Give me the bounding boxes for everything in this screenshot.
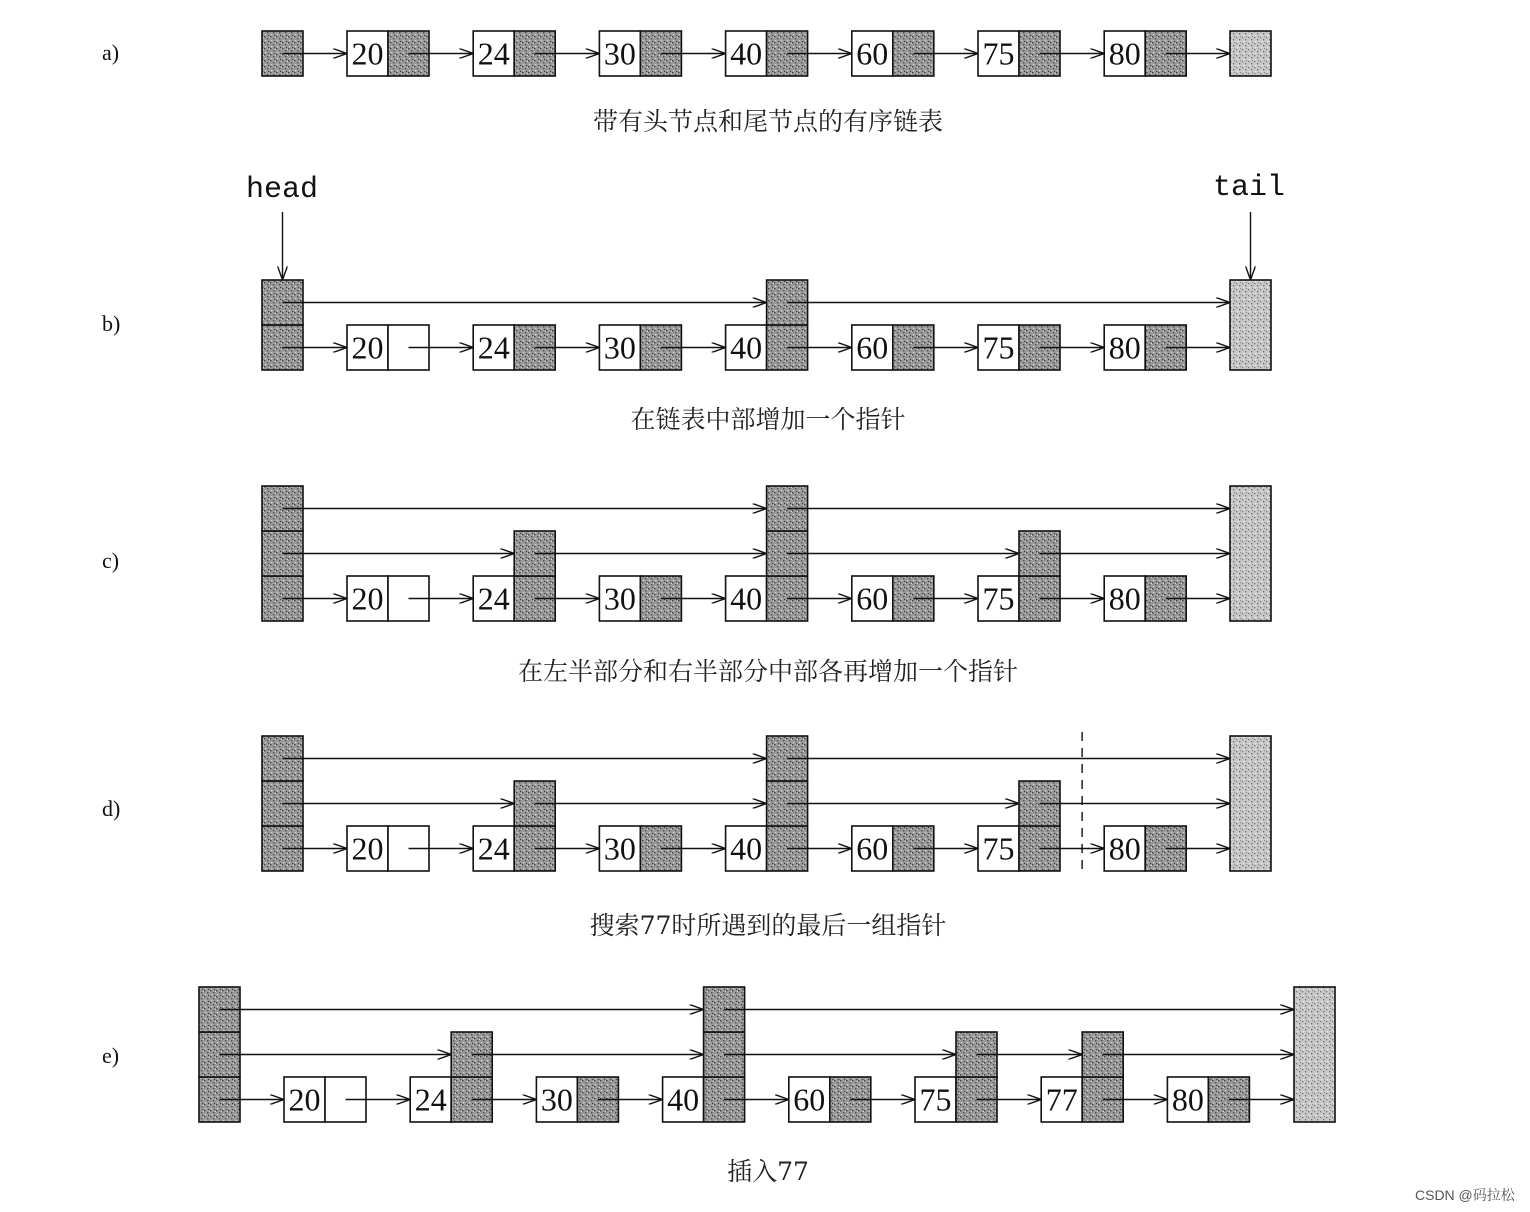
node-value: 60	[856, 35, 889, 72]
node-value: 40	[730, 580, 763, 617]
panel-c	[102, 486, 1271, 686]
panel-label: a)	[102, 40, 120, 65]
panel-b	[102, 171, 1285, 434]
node-value: 30	[603, 329, 636, 366]
node-value: 75	[982, 329, 1015, 366]
tail-node	[1294, 987, 1335, 1122]
panel-a	[102, 31, 1271, 136]
panel-label: e)	[102, 1043, 120, 1068]
panel-caption: 插入77	[727, 1157, 809, 1186]
panel-caption: 在左半部分和右半部分中部各再增加一个指针	[517, 657, 1019, 686]
node-value: 80	[1108, 35, 1141, 72]
node-value: 20	[351, 580, 384, 617]
tail-node	[1230, 736, 1271, 871]
node-value: 75	[982, 830, 1015, 867]
panel-caption: 搜索77时所遇到的最后一组指针	[589, 911, 947, 940]
node-value: 40	[667, 1081, 700, 1118]
panel-label: d)	[102, 796, 121, 821]
node-value: 80	[1108, 329, 1141, 366]
node-value: 40	[730, 830, 763, 867]
node-value: 20	[288, 1081, 321, 1118]
node-value: 30	[603, 35, 636, 72]
node-value: 80	[1108, 830, 1141, 867]
node-value: 75	[982, 35, 1015, 72]
node-value: 60	[856, 580, 889, 617]
tail-node	[1230, 280, 1271, 370]
node-value: 60	[856, 830, 889, 867]
tail-node	[1230, 486, 1271, 621]
node-value: 75	[982, 580, 1015, 617]
node-value: 60	[856, 329, 889, 366]
node-value: 20	[351, 329, 384, 366]
node-value: 40	[730, 35, 763, 72]
tail-pointer-label: tail	[1212, 171, 1286, 205]
node-value: 80	[1171, 1081, 1204, 1118]
node-value: 24	[477, 830, 510, 867]
node-value: 20	[351, 830, 384, 867]
node-value: 24	[414, 1081, 447, 1118]
node-value: 24	[477, 35, 510, 72]
watermark: CSDN @码拉松	[1415, 1187, 1515, 1203]
panel-e	[102, 987, 1335, 1186]
node-value: 77	[1045, 1081, 1078, 1118]
panel-label: b)	[102, 311, 121, 336]
head-pointer-label: head	[245, 173, 319, 207]
node-value: 30	[540, 1081, 573, 1118]
node-value: 30	[603, 580, 636, 617]
tail-node	[1230, 31, 1271, 76]
node-value: 75	[919, 1081, 952, 1118]
node-value: 30	[603, 830, 636, 867]
node-value: 80	[1108, 580, 1141, 617]
node-value: 40	[730, 329, 763, 366]
node-value: 24	[477, 580, 510, 617]
panel-caption: 在链表中部增加一个指针	[630, 405, 906, 434]
panel-label: c)	[102, 548, 120, 573]
panel-caption: 带有头节点和尾节点的有序链表	[592, 107, 944, 136]
panel-d	[102, 732, 1271, 940]
node-value: 20	[351, 35, 384, 72]
node-value: 24	[477, 329, 510, 366]
node-value: 60	[793, 1081, 826, 1118]
